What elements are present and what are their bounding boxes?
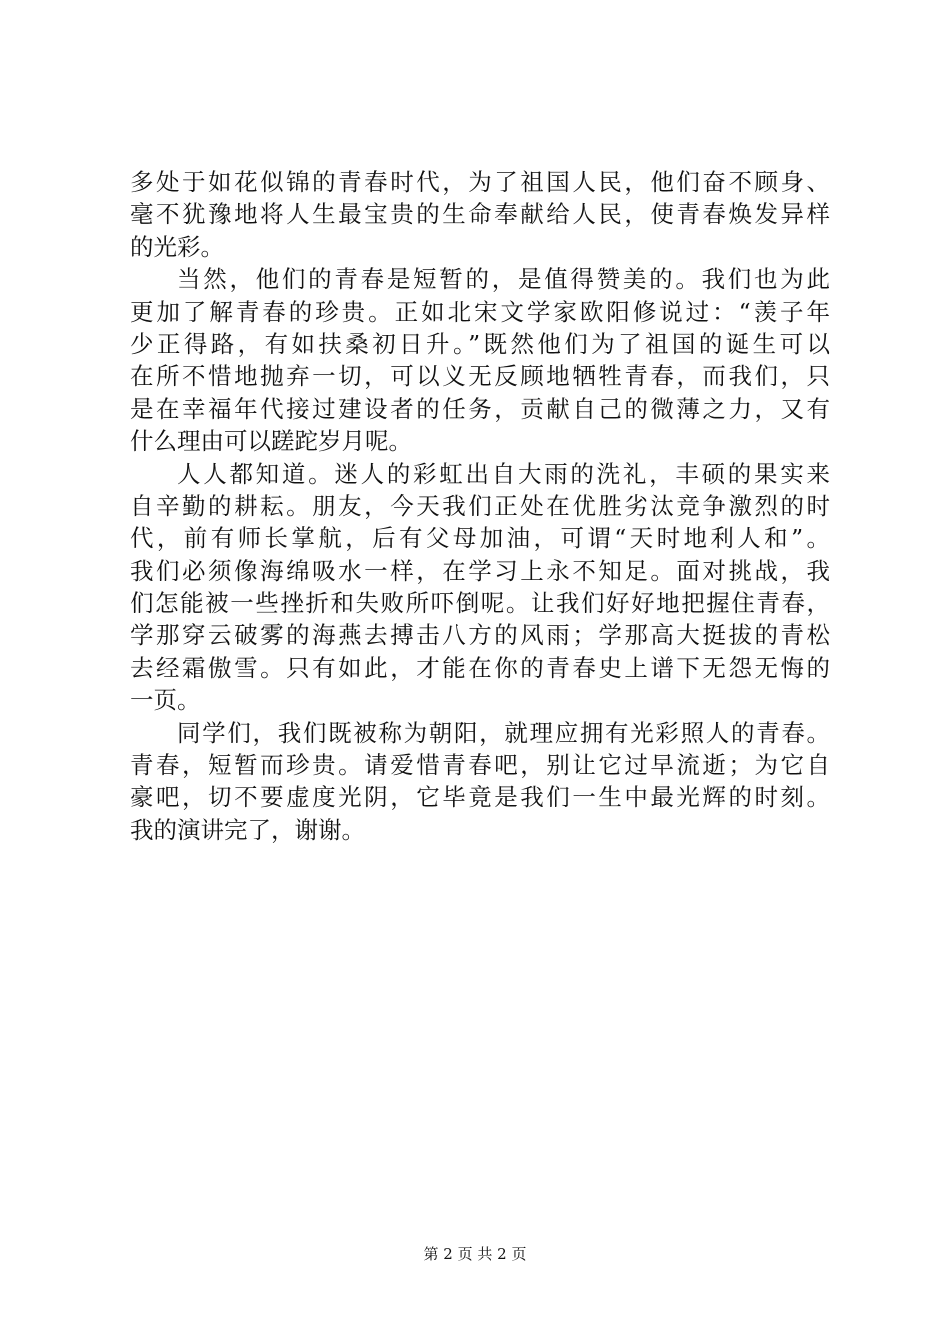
page-footer: 第 2 页 共 2 页: [423, 1245, 527, 1263]
paragraph-4-line-3: 豪吧，切不要虚度光阴，它毕竟是我们一生中最光辉的时刻。: [130, 783, 830, 812]
paragraph-2-line-3: 少正得路，有如扶桑初日升。”既然他们为了祖国的诞生可以: [130, 329, 830, 358]
paragraph-1-line-2: 毫不犹豫地将人生最宝贵的生命奉献给人民，使青春焕发异样: [130, 200, 830, 229]
document-body: [130, 166, 830, 846]
paragraph-3-line-5: 们怎能被一些挫折和失败所吓倒呢。让我们好好地把握住青春，: [130, 589, 830, 618]
paragraph-1-line-3: 的光彩。: [130, 232, 224, 261]
paragraph-2-line-6: 什么理由可以蹉跎岁月呢。: [130, 427, 412, 456]
paragraph-2-line-4: 在所不惜地抛弃一切，可以义无反顾地牺牲青春，而我们，只: [130, 362, 830, 391]
paragraph-1-line-1: 多处于如花似锦的青春时代，为了祖国人民，他们奋不顾身、: [130, 168, 830, 196]
paragraph-3-line-4: 我们必须像海绵吸水一样，在学习上永不知足。面对挑战，我: [130, 556, 830, 585]
paragraph-3-line-6: 学那穿云破雾的海燕去搏击八方的风雨；学那高大挺拔的青松: [130, 621, 830, 650]
paragraph-3-line-1: 人人都知道。迷人的彩虹出自大雨的洗礼，丰硕的果实来: [177, 459, 830, 488]
paragraph-3-line-7: 去经霜傲雪。只有如此，才能在你的青春史上谱下无怨无悔的: [130, 653, 830, 682]
paragraph-3-line-3: 代，前有师长掌航，后有父母加油，可谓“天时地利人和”。: [130, 524, 830, 553]
paragraph-4-line-4: 我的演讲完了，谢谢。: [130, 815, 365, 844]
paragraph-3-line-8: 一页。: [130, 686, 201, 715]
paragraph-2-line-5: 是在幸福年代接过建设者的任务，贡献自己的微薄之力，又有: [130, 394, 830, 423]
paragraph-4-line-1: 同学们，我们既被称为朝阳，就理应拥有光彩照人的青春。: [177, 718, 830, 747]
paragraph-2-line-1: 当然，他们的青春是短暂的，是值得赞美的。我们也为此: [177, 265, 830, 294]
paragraph-2-line-2: 更加了解青春的珍贵。正如北宋文学家欧阳修说过：“羡子年: [130, 297, 830, 326]
paragraph-4-line-2: 青春，短暂而珍贵。请爱惜青春吧，别让它过早流逝；为它自: [130, 751, 830, 780]
paragraph-3-line-2: 自辛勤的耕耘。朋友，今天我们正处在优胜劣汰竞争激烈的时: [130, 491, 830, 520]
